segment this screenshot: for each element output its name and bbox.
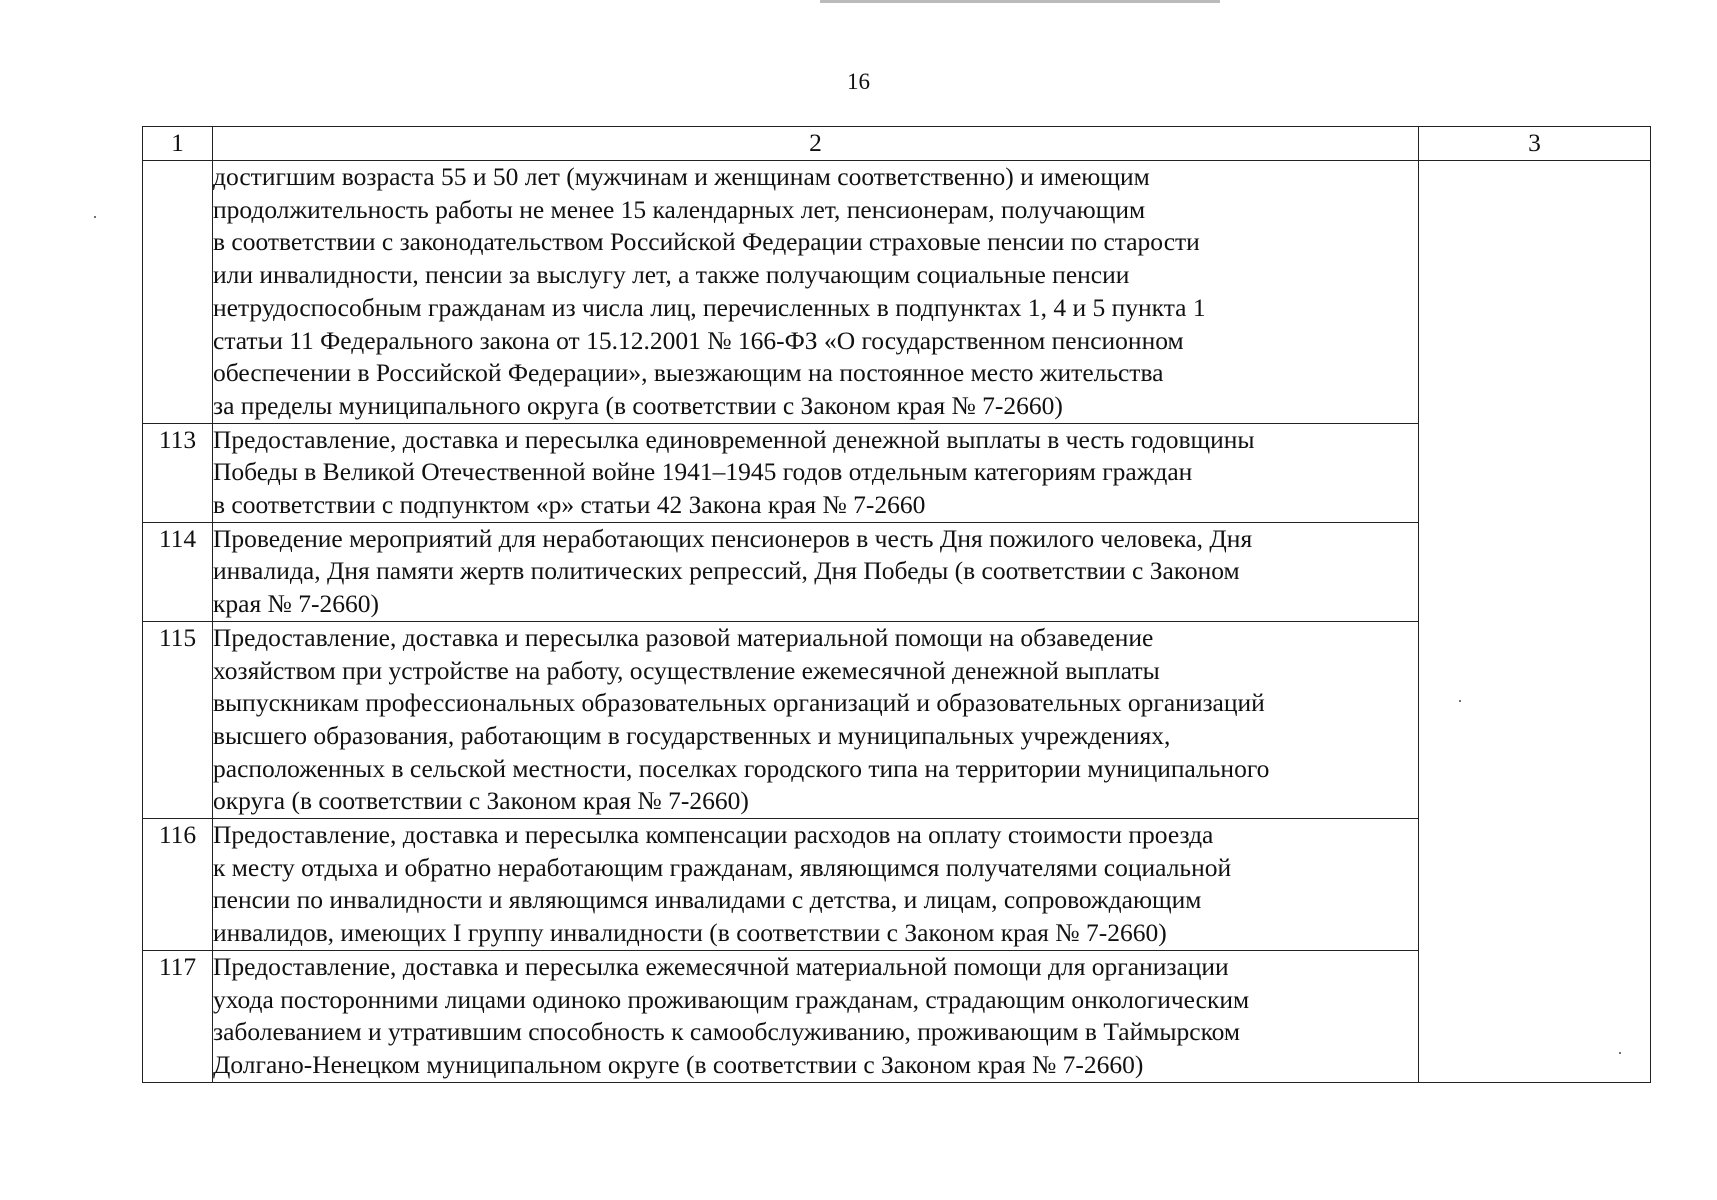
row-number: 116: [143, 819, 213, 951]
description-line: Предоставление, доставка и пересылка ежемесячной материальной помощи для организации: [213, 951, 1229, 981]
column-header-2: 2: [213, 127, 1419, 161]
description-line: обеспечении в Российской Федерации», выезжающим на постоянное место жительства: [213, 358, 1164, 388]
row-description: [213, 621, 1419, 818]
row-number: [143, 161, 213, 424]
column-header-1: 1: [143, 127, 213, 161]
column-header-3: 3: [1419, 127, 1651, 161]
description-line: ухода посторонними лицами одиноко проживающим гражданам, страдающим онкологическим: [213, 984, 1250, 1014]
scan-speck: [94, 216, 96, 218]
description-line: достигшим возраста 55 и 50 лет (мужчинам и женщинам соответственно) и имеющим: [213, 162, 1150, 191]
description-line: хозяйством при устройстве на работу, осуществление ежемесячной денежной выплаты: [213, 655, 1160, 685]
table-row: [143, 161, 1651, 424]
description-line: за пределы муниципального округа (в соответствии с Законом края № 7-2660): [213, 390, 1063, 420]
description-line: Предоставление, доставка и пересылка единовременной денежной выплаты в честь годовщины: [213, 424, 1255, 454]
description-line: Предоставление, доставка и пересылка компенсации расходов на оплату стоимости проезда: [213, 820, 1214, 850]
description-line: расположенных в сельской местности, поселках городского типа на территории муниципального: [213, 753, 1270, 783]
row-description: [213, 161, 1419, 424]
row-number: 113: [143, 423, 213, 522]
description-line: или инвалидности, пенсии за выслугу лет, а также получающим социальные пенсии: [213, 260, 1130, 290]
description-line: заболеванием и утратившим способность к самообслуживанию, проживающим в Таймырском: [213, 1017, 1241, 1047]
row-number: 115: [143, 621, 213, 818]
description-line: инвалида, Дня памяти жертв политических репрессий, Дня Победы (в соответствии с Законом: [213, 556, 1240, 586]
description-line: продолжительность работы не менее 15 календарных лет, пенсионерам, получающим: [213, 194, 1146, 224]
column-3-cell: [1419, 161, 1651, 1083]
row-description: [213, 819, 1419, 951]
description-line: нетрудоспособным гражданам из числа лиц, перечисленных в подпунктах 1, 4 и 5 пункта 1: [213, 292, 1206, 322]
description-line: Долгано-Ненецком муниципальном округе (в соответствии с Законом края № 7-2660): [213, 1049, 1144, 1079]
scan-edge-mark: [820, 0, 1220, 3]
description-line: инвалидов, имеющих I группу инвалидности (в соответствии с Законом края № 7-2660): [213, 918, 1167, 948]
row-number: 114: [143, 522, 213, 621]
description-line: в соответствии с законодательством Российской Федерации страховые пенсии по старости: [213, 227, 1200, 257]
description-line: пенсии по инвалидности и являющимся инвалидами с детства, и лицам, сопровождающим: [213, 885, 1202, 915]
description-line: выпускникам профессиональных образовательных организаций и образовательных организаций: [213, 688, 1265, 718]
description-line: статьи 11 Федерального закона от 15.12.2001 № 166-ФЗ «О государственном пенсионном: [213, 325, 1184, 355]
description-line: Проведение мероприятий для неработающих пенсионеров в честь Дня пожилого человека, Дня: [213, 523, 1253, 553]
row-description: [213, 522, 1419, 621]
description-line: Предоставление, доставка и пересылка разовой материальной помощи на обзаведение: [213, 622, 1154, 652]
row-number: 117: [143, 950, 213, 1082]
description-line: к месту отдыха и обратно неработающим гражданам, являющимся получателями социальной: [213, 852, 1232, 882]
row-description: [213, 423, 1419, 522]
description-line: округа (в соответствии с Законом края № 7-2660): [213, 786, 749, 816]
description-line: края № 7-2660): [213, 589, 379, 619]
description-line: Победы в Великой Отечественной войне 1941–1945 годов отдельным категориям граждан: [213, 457, 1193, 487]
table-header-row: [143, 127, 1651, 161]
page-number: 16: [847, 69, 870, 94]
description-line: высшего образования, работающим в государственных и муниципальных учреждениях,: [213, 720, 1171, 750]
document-table: [142, 126, 1651, 1083]
row-description: [213, 950, 1419, 1082]
description-line: в соответствии с подпунктом «р» статьи 42 Закона края № 7-2660: [213, 490, 926, 520]
table-body: [143, 127, 1651, 1083]
